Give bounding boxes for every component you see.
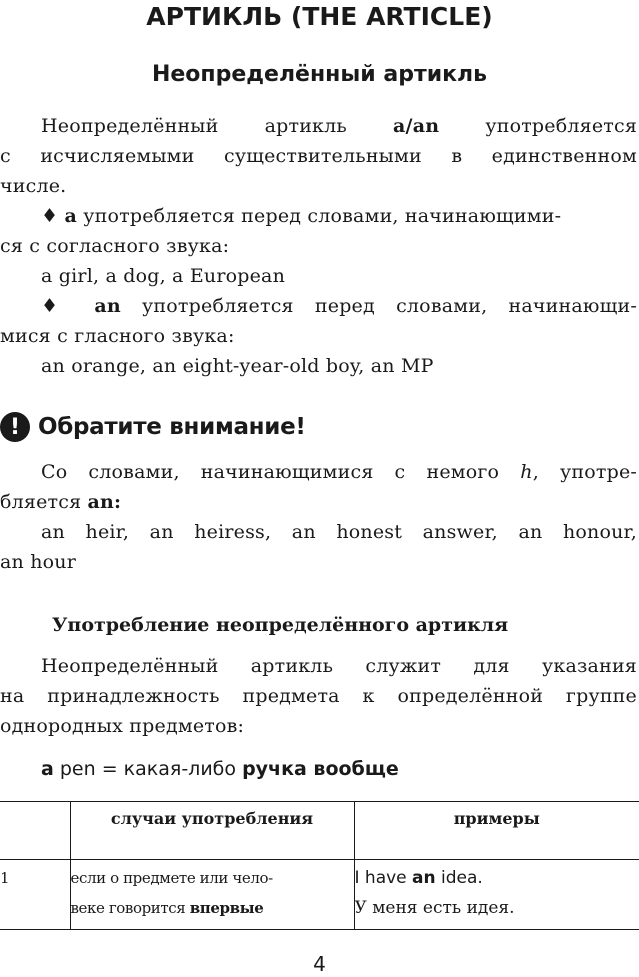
intro-line-1: Неопределённый артикль a/an употребляется	[41, 115, 638, 137]
rule-a-examples: a girl, a dog, a European	[41, 265, 286, 287]
page-number: 4	[313, 952, 326, 976]
intro-line-3: числе.	[0, 175, 67, 197]
article-an: an:	[87, 491, 122, 513]
row-example: I have an idea. У меня есть идея.	[354, 860, 639, 930]
notice-title: Обратите внимание!	[38, 414, 306, 440]
usage-formula: a pen = какая-либо ручка вообще	[41, 758, 399, 780]
article-a-an: a/an	[393, 115, 440, 137]
usage-line-3: однородных предметов:	[0, 715, 245, 737]
rule-an-examples: an orange, an eight-year-old boy, an MP	[41, 355, 434, 377]
page-title: АРТИКЛЬ (THE ARTICLE)	[146, 2, 493, 31]
bullet-icon: ♦	[41, 205, 59, 227]
article-an: an	[94, 295, 121, 317]
notice-paragraph	[0, 457, 637, 577]
table-row	[0, 860, 639, 930]
usage-line-2: на принадлежность предмета к определённой группе	[0, 685, 637, 707]
section-title: Неопределённый артикль	[151, 62, 488, 87]
table-header-examples: примеры	[354, 802, 639, 860]
rule-a-line-1: ♦ a употребляется перед словами, начинающими-	[41, 205, 562, 227]
rule-a	[0, 201, 637, 291]
notice-examples-cont: an hour	[0, 551, 76, 573]
silent-h: h	[520, 461, 533, 483]
intro-line-2: с исчисляемыми существительными в единственном	[0, 145, 637, 167]
row-case: если о предмете или чело- веке говорится впервые	[70, 860, 354, 930]
table-header-number	[0, 802, 70, 860]
rule-an-line-1: ♦ an употребляется перед словами, начинающи-	[41, 295, 637, 317]
usage-table	[0, 801, 639, 930]
notice-line-1: Со словами, начинающимися с немого h, употре-	[41, 461, 638, 483]
table-header-row	[0, 802, 639, 860]
rule-an	[0, 291, 637, 381]
exclamation-icon: !	[0, 412, 30, 442]
intro-paragraph	[0, 111, 637, 201]
row-number: 1	[0, 860, 70, 930]
notice-heading	[0, 411, 306, 443]
table-header-cases: случаи употребления	[70, 802, 354, 860]
article-a: a	[64, 205, 77, 227]
usage-heading: Употребление неопределённого артикля	[52, 614, 509, 636]
usage-paragraph	[0, 651, 637, 741]
rule-a-line-2: ся с согласного звука:	[0, 235, 230, 257]
notice-examples: an heir, an heiress, an honest answer, an honour,	[41, 521, 637, 543]
rule-an-line-2: мися с гласного звука:	[0, 325, 235, 347]
bullet-icon: ♦	[41, 295, 74, 317]
usage-line-1: Неопределённый артикль служит для указания	[41, 655, 637, 677]
notice-line-2: бляется an:	[0, 491, 122, 513]
